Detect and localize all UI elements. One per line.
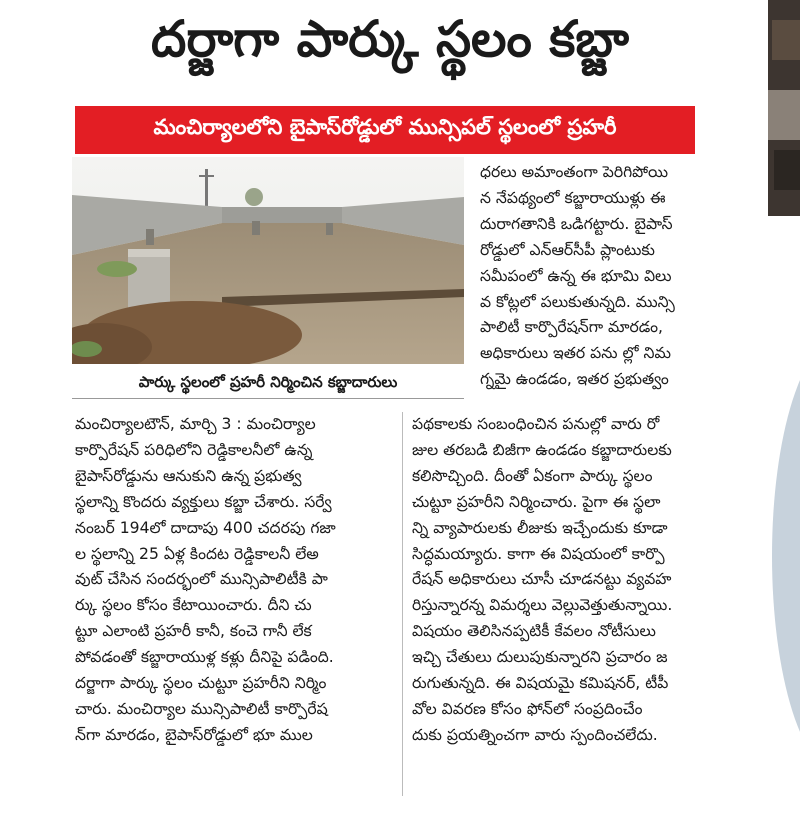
- article-line: సిద్ధమయ్యారు. కాగా ఈ విషయంలో కార్పొ: [412, 544, 665, 563]
- article-line: రోడ్డులో ఎన్ఆర్‌సీపీ ప్లాంటుకు: [480, 240, 655, 259]
- article-line: రిస్తున్నారన్న విమర్శలు వెల్లువెత్తుతున్నాయి.: [412, 596, 673, 615]
- article-line: దర్జాగా పార్కు స్థలం చుట్టూ ప్రహరీని నిర్మిం: [75, 674, 327, 693]
- article-line: కలిసొచ్చింది. దీంతో ఏకంగా పార్కు స్థలం: [412, 466, 653, 485]
- article-line: న నేపథ్యంలో కబ్జారాయుళ్లు ఈ: [480, 188, 666, 207]
- article-line: విషయం తెలిసినప్పటికీ కేవలం నోటీసులు: [412, 622, 656, 641]
- article-line: నంబర్ 194లో దాదాపు 400 చదరపు గజా: [75, 518, 336, 537]
- article-line: ట్టూ ఎలాంటి ప్రహరీ కానీ, కంచె గానీ లేక: [75, 622, 312, 641]
- article-line: ర్కు స్థలం కోసం కేటాయించారు. దీని చు: [75, 596, 312, 615]
- article-line: దుకు ప్రయత్నించగా వారు స్పందించలేదు.: [412, 725, 658, 744]
- article-line: సమీపంలో ఉన్న ఈ భూమి విలు: [480, 266, 672, 285]
- article-line: పోవడంతో కబ్జారాయుళ్ల కళ్లు దీనిపై పడింది.: [75, 648, 334, 667]
- article-column-right-bottom: [412, 412, 797, 749]
- article-line: వ కోట్లలో పలుకుతున్నది. మున్సి: [480, 292, 675, 311]
- article-column-left: [75, 412, 395, 749]
- headline: దర్జాగా పార్కు స్థలం కబ్జా: [151, 10, 629, 68]
- article-line: దురాగతానికి ఒడిగట్టారు. బైపాస్: [480, 214, 673, 233]
- column-divider: [402, 412, 403, 796]
- article-line: చారు. మంచిర్యాల మున్సిపాలిటీ కార్పొరేష: [75, 699, 328, 718]
- article-line: రుగుతున్నది. ఈ విషయమై కమిషనర్, టీపీ: [412, 674, 669, 693]
- article-line: ల స్థలాన్ని 25 ఏళ్ల కిందట రెడ్డికాలనీ లేఅ: [75, 544, 319, 563]
- article-line: రేషన్ అధికారులు చూసీ చూడనట్టు వ్యవహ: [412, 570, 672, 589]
- article-line: పథకాలకు సంబంధించిన పనుల్లో వారు రో: [412, 415, 660, 433]
- article-line: ధరలు అమాంతంగా పెరిగిపోయి: [480, 163, 669, 181]
- article-line: పాలిటీ కార్పొరేషన్‌గా మారడం,: [480, 318, 663, 337]
- article-line: స్థలాన్ని కొందరు వ్యక్తులు కబ్జా చేశారు. సర్వే: [75, 492, 332, 511]
- article-line: కార్పొరేషన్ పరిధిలోని రెడ్డికాలనీలో ఉన్న: [75, 440, 313, 459]
- photo-caption: పార్కు స్థలంలో ప్రహరీ నిర్మించిన కబ్జాదారులు: [72, 366, 464, 399]
- article-line: అధికారులు ఇతర పను ల్లో నిమ: [480, 344, 671, 363]
- news-photo: [72, 157, 464, 364]
- article-line: వోల వివరణ కోసం ఫోన్‌లో సంప్రదించేం: [412, 699, 643, 718]
- article-line: చుట్టూ ప్రహరీని నిర్మించారు. పైగా ఈ స్థలా: [412, 492, 661, 511]
- adjacent-article-photo: [768, 0, 800, 216]
- news-photo-image: [72, 157, 464, 364]
- subheadline-banner: మంచిర్యాలలోని బైపాస్‌రోడ్డులో మున్సిపల్ స్థలంలో ప్రహరీ: [75, 106, 695, 154]
- article-line: మంచిర్యాలటౌన్, మార్చి 3 : మంచిర్యాల: [75, 415, 316, 433]
- article-line: గ్నమై ఉండడం, ఇతర ప్రభుత్వం: [480, 370, 669, 389]
- article-line: బైపాస్‌రోడ్డును ఆనుకుని ఉన్న ప్రభుత్వ: [75, 466, 302, 485]
- article-line: న్ని వ్యాపారులకు లీజుకు ఇచ్చేందుకు కూడా: [412, 518, 668, 537]
- article-line: వుట్ చేసిన సందర్భంలో మున్సిపాలిటీకి పా: [75, 570, 328, 589]
- article-column-right-top: [480, 160, 800, 393]
- adjacent-photo-image: [768, 0, 800, 216]
- article-line: న్‌గా మారడం, బైపాస్‌రోడ్డులో భూ ముల: [75, 725, 313, 744]
- article-line: ఇచ్చి చేతులు దులుపుకున్నారని ప్రచారం జ: [412, 648, 668, 667]
- article-line: జుల తరబడి బిజీగా ఉండడం కబ్జాదారులకు: [412, 440, 672, 459]
